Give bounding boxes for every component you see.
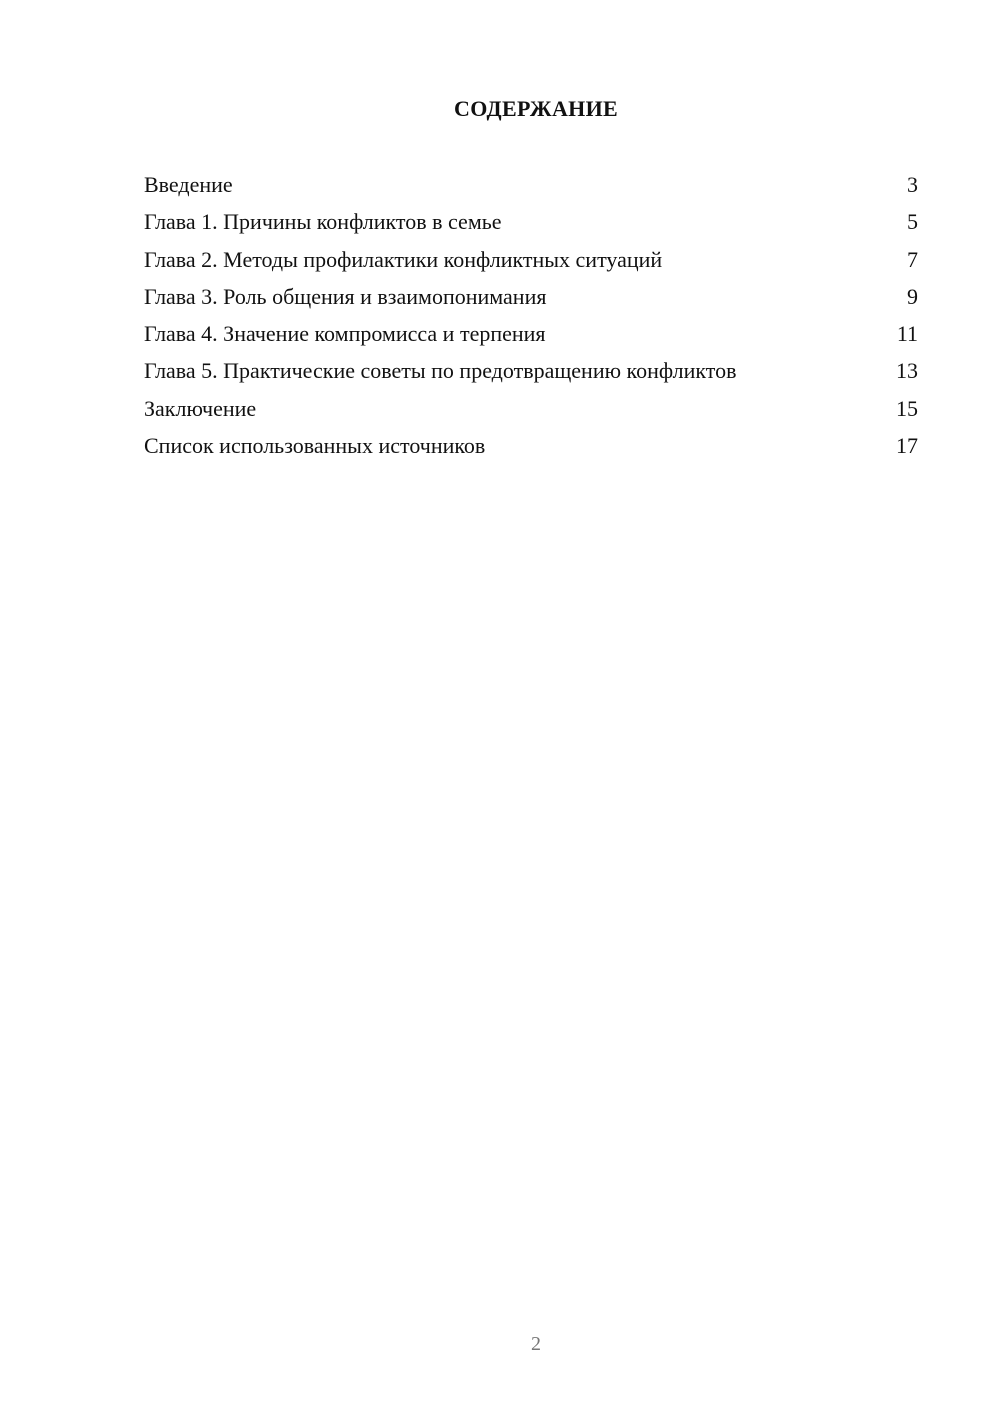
toc-entry-conclusion [144, 394, 918, 431]
toc-entry-page-number: 5 [907, 209, 918, 235]
toc-entry-page-number: 13 [896, 358, 918, 384]
toc-entry-page-number: 17 [896, 433, 918, 459]
toc-entry-title: Глава 3. Роль общения и взаимопонимания [144, 283, 547, 309]
toc-entry-chapter-5 [144, 356, 918, 393]
toc-entry-title: Введение [144, 172, 233, 197]
toc-entry-chapter-2 [144, 245, 918, 282]
toc-entry-title: Глава 2. Методы профилактики конфликтных ситуаций [144, 246, 663, 272]
toc-entry-title: Глава 1. Причины конфликтов в семье [144, 209, 502, 235]
toc-entry-title: Список использованных источников [144, 433, 486, 459]
page-title: СОДЕРЖАНИЕ [454, 96, 618, 121]
toc-entry-title: Заключение [144, 395, 257, 421]
toc-entry-page-number: 9 [907, 283, 918, 309]
toc-entry-chapter-4 [144, 319, 918, 356]
page-footer-number: 2 [531, 1333, 541, 1355]
toc-entry-title: Глава 4. Значение компромисса и терпения [144, 321, 546, 347]
table-of-contents [144, 170, 918, 468]
toc-entry-page-number: 3 [907, 172, 918, 197]
toc-entry-page-number: 7 [907, 246, 918, 272]
toc-entry-title: Глава 5. Практические советы по предотвращению конфликтов [144, 358, 737, 384]
toc-entry-chapter-3 [144, 282, 918, 319]
toc-entry-references [144, 431, 918, 468]
toc-entry-chapter-1 [144, 207, 918, 244]
toc-entry-introduction [144, 170, 918, 207]
toc-entry-page-number: 11 [896, 321, 918, 347]
toc-entry-page-number: 15 [896, 395, 918, 421]
